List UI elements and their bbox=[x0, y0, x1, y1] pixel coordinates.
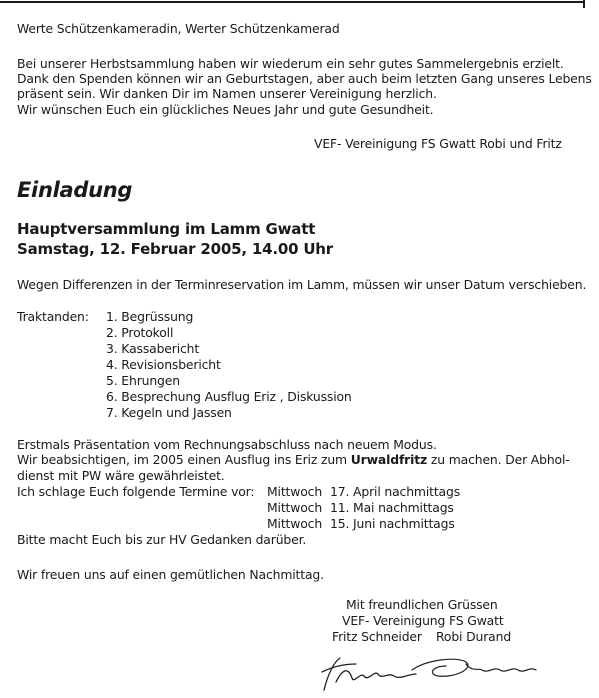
thanks-line-4: Wir wünschen Euch ein glückliches Neues Jahr und gute Gesundheit. bbox=[17, 102, 434, 117]
excursion-highlight: Urwaldfritz bbox=[350, 452, 428, 467]
agenda-item: 2. Protokoll bbox=[106, 325, 174, 340]
date-value: 17. April nachmittags bbox=[330, 484, 461, 499]
handwritten-signature bbox=[316, 652, 546, 694]
agenda-item: 6. Besprechung Ausflug Eriz , Diskussion bbox=[106, 389, 352, 404]
top-rule bbox=[0, 1, 584, 3]
thanks-line-2: Dank den Spenden können wir an Geburtstagen, aber auch beim letzten Gang unseres Lebens bbox=[17, 71, 592, 86]
agenda-label: Traktanden: bbox=[17, 309, 89, 324]
agenda-item: 3. Kassabericht bbox=[106, 341, 200, 356]
closing-note: Wir freuen uns auf einen gemütlichen Nachmittag. bbox=[17, 567, 324, 582]
signature-name-2: Robi Durand bbox=[436, 629, 512, 644]
excursion-line-1 bbox=[17, 452, 570, 468]
signature-name-1: Fritz Schneider bbox=[332, 629, 422, 644]
agenda-item: 7. Kegeln und Jassen bbox=[106, 405, 232, 420]
thanks-line-1: Bei unserer Herbstsammlung haben wir wiederum ein sehr gutes Sammelergebnis erzielt. bbox=[17, 56, 564, 71]
greeting: Werte Schützenkameradin, Werter Schützenkamerad bbox=[17, 21, 340, 36]
agenda-list bbox=[106, 309, 352, 421]
thanks-signoff: VEF- Vereinigung FS Gwatt Robi und Fritz bbox=[314, 136, 562, 151]
agenda-item: 4. Revisionsbericht bbox=[106, 357, 221, 372]
date-value: 11. Mai nachmittags bbox=[330, 500, 454, 515]
date-day: Mittwoch bbox=[267, 500, 323, 515]
signature-greeting: Mit freundlichen Grüssen bbox=[346, 597, 498, 612]
excursion-text-pre: Wir beabsichtigen, im 2005 einen Ausflug ins Eriz zum bbox=[17, 452, 351, 467]
meeting-title: Hauptversammlung im Lamm Gwatt bbox=[17, 220, 316, 238]
invitation-title: Einladung bbox=[17, 178, 133, 202]
date-day: Mittwoch bbox=[267, 484, 323, 499]
date-day: Mittwoch bbox=[267, 516, 323, 531]
meeting-date: Samstag, 12. Februar 2005, 14.00 Uhr bbox=[17, 240, 333, 258]
agenda-item: 5. Ehrungen bbox=[106, 373, 180, 388]
presentation-note: Erstmals Präsentation vom Rechnungsabschluss nach neuem Modus. bbox=[17, 437, 437, 452]
request-note: Bitte macht Euch bis zur HV Gedanken darüber. bbox=[17, 532, 307, 547]
thanks-line-3: präsent sein. Wir danken Dir im Namen unserer Vereinigung herzlich. bbox=[17, 86, 437, 101]
date-change-notice: Wegen Differenzen in der Terminreservation im Lamm, müssen wir unser Datum verschieben. bbox=[17, 277, 587, 292]
excursion-line-2: dienst mit PW wäre gewährleistet. bbox=[17, 468, 225, 483]
date-proposal: Ich schlage Euch folgende Termine vor: bbox=[17, 484, 255, 499]
corner-mark bbox=[583, 0, 585, 8]
agenda-item: 1. Begrüssung bbox=[106, 309, 194, 324]
excursion-text-post: zu machen. Der Abhol- bbox=[427, 452, 570, 467]
date-value: 15. Juni nachmittags bbox=[330, 516, 455, 531]
signature-org: VEF- Vereinigung FS Gwatt bbox=[342, 613, 504, 628]
